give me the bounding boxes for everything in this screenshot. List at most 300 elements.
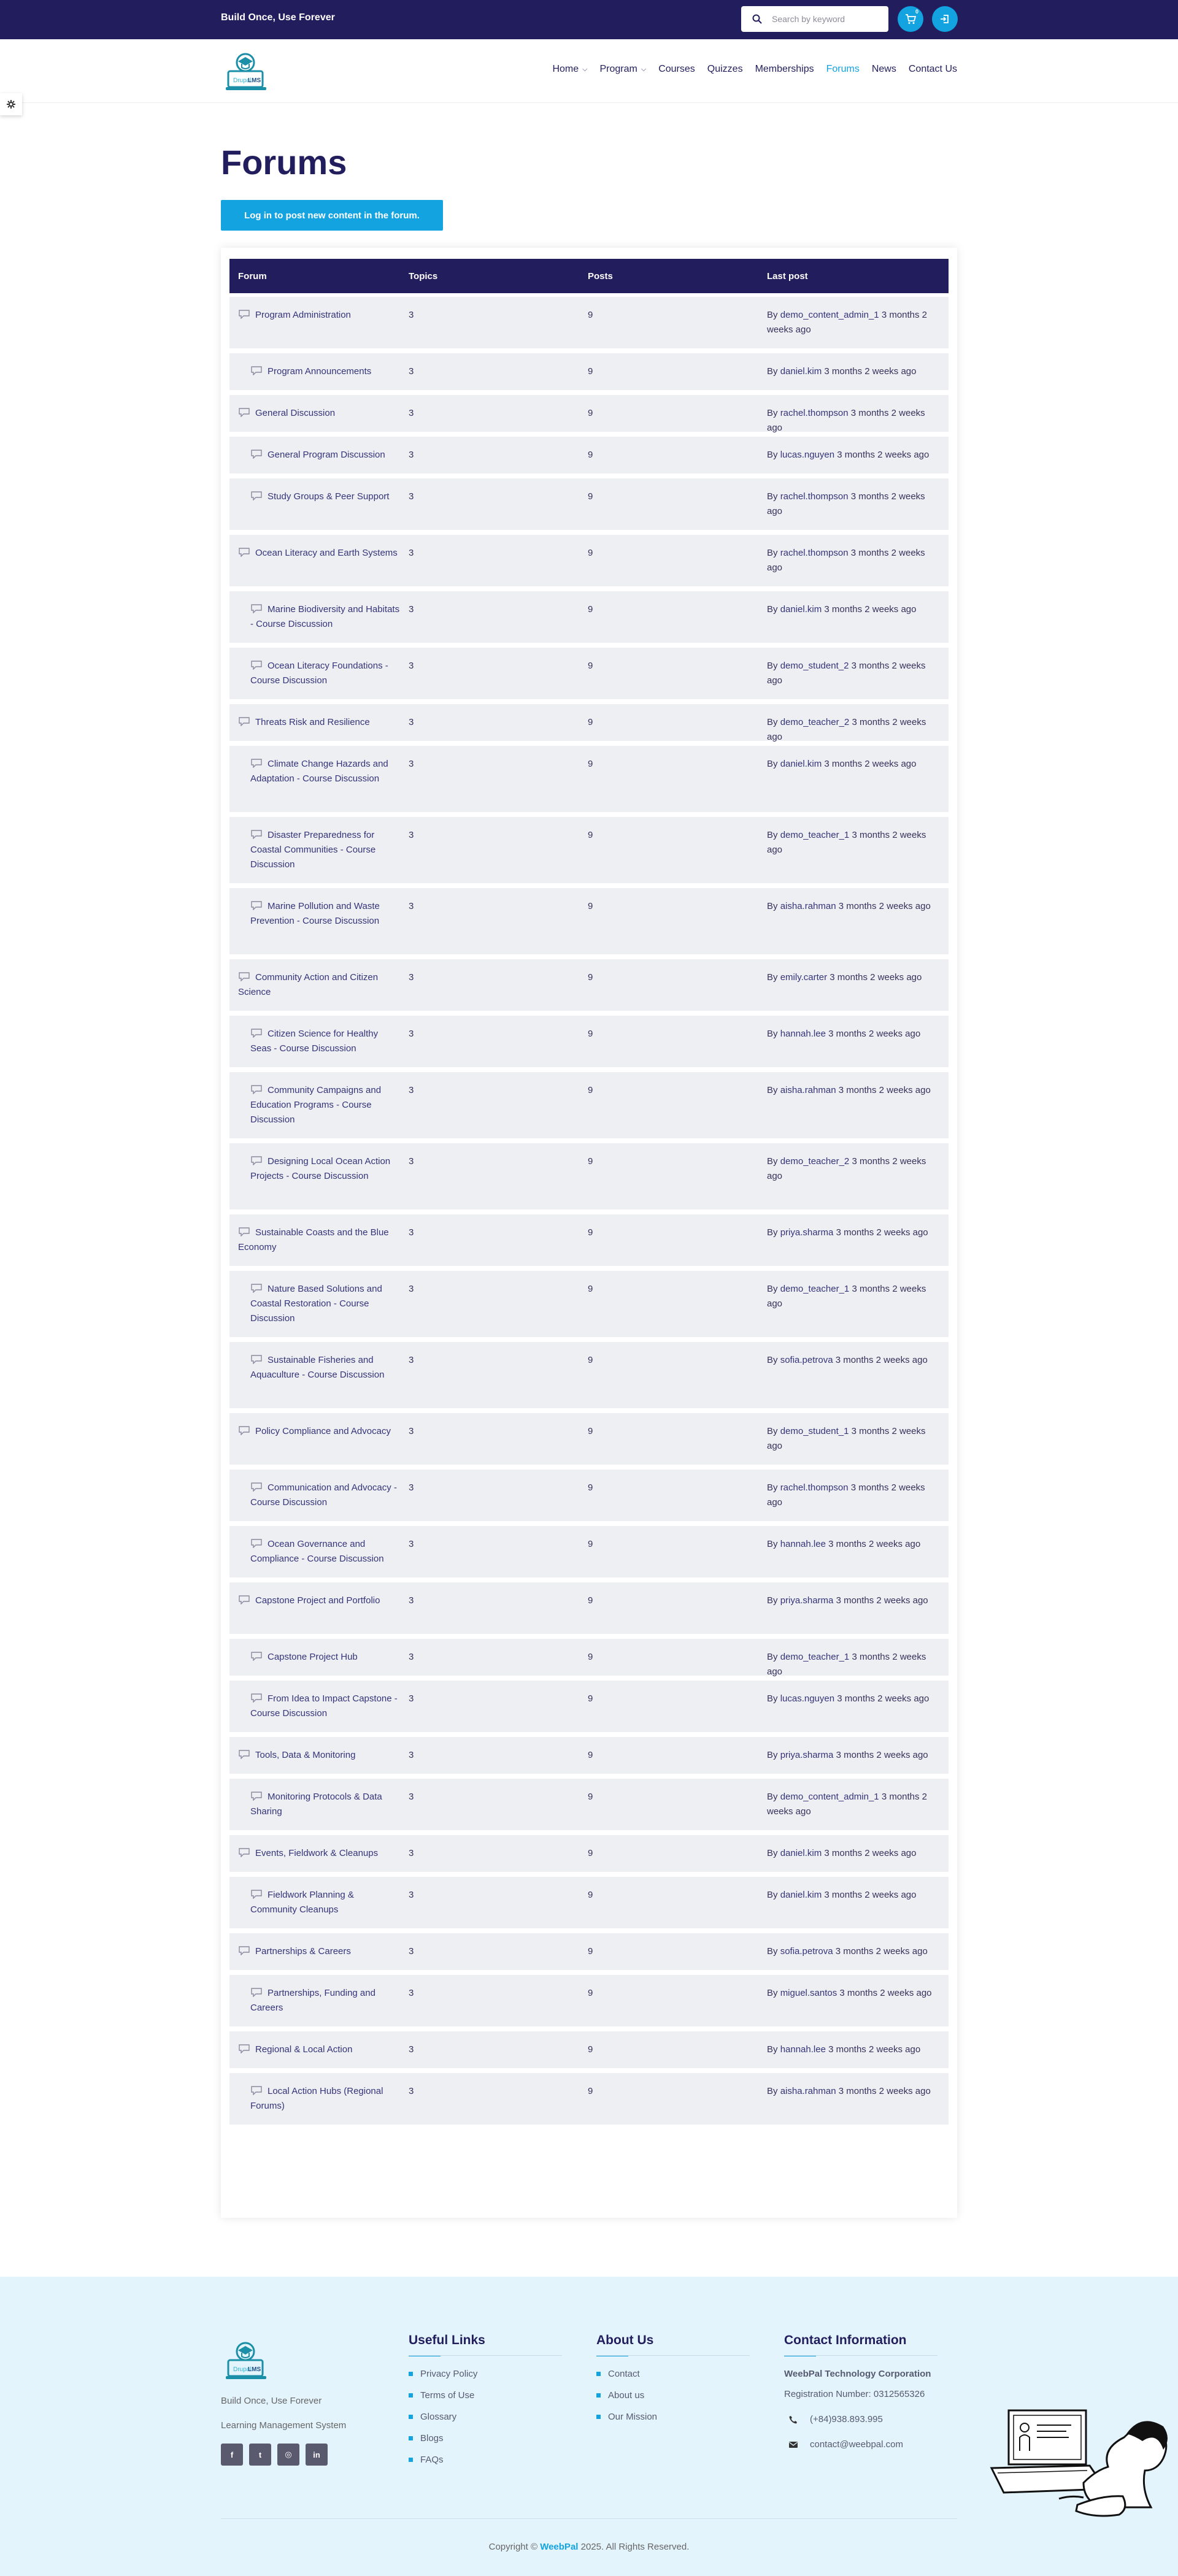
chat-bubble-icon: [250, 1156, 263, 1165]
footer-link-our-mission[interactable]: [596, 2412, 750, 2422]
forum-link[interactable]: Ocean Literacy and Earth Systems: [255, 548, 398, 558]
user-link[interactable]: daniel.kim: [780, 759, 822, 769]
last-post-cell: [767, 1537, 949, 1552]
site-logo[interactable]: [225, 49, 268, 93]
last-post-by: By: [767, 1029, 778, 1039]
user-link[interactable]: demo_teacher_2: [780, 1156, 850, 1167]
last-post-by: By: [767, 759, 778, 769]
user-link[interactable]: hannah.lee: [780, 1029, 826, 1039]
forum-link[interactable]: Marine Pollution and Waste Prevention - Course Discussion: [250, 901, 380, 926]
last-post-time: 3 months 2 weeks ago: [838, 901, 931, 911]
forum-title-cell: [229, 757, 409, 786]
subforum-row: [229, 1072, 949, 1138]
nav-news[interactable]: News: [871, 64, 896, 74]
last-post-by: By: [767, 1355, 778, 1365]
last-post-cell: [767, 1154, 949, 1184]
topbar-tagline: Build Once, Use Forever: [221, 12, 335, 23]
last-post-cell: [767, 757, 949, 772]
last-post-cell: [767, 1027, 949, 1041]
user-link[interactable]: hannah.lee: [780, 2044, 826, 2055]
about-us-column: [596, 2333, 750, 2433]
topics-count: 3: [409, 1693, 414, 1704]
posts-count: 9: [588, 1539, 593, 1549]
forum-link[interactable]: Policy Compliance and Advocacy: [255, 1426, 391, 1436]
forum-link[interactable]: Threats Risk and Resilience: [255, 717, 370, 727]
chat-bubble-icon: [250, 604, 263, 613]
link-label: Contact: [608, 2369, 640, 2379]
svg-text:Drupal: Drupal: [233, 77, 252, 84]
footer-link-blogs[interactable]: [409, 2433, 562, 2444]
footer-link-contact[interactable]: [596, 2369, 750, 2379]
topics-count: 3: [409, 1988, 414, 1998]
last-post-by: By: [767, 972, 778, 983]
chat-bubble-icon: [238, 972, 250, 981]
posts-count: 9: [588, 1750, 593, 1760]
forum-link[interactable]: General Program Discussion: [268, 450, 385, 460]
nav-contact-us[interactable]: Contact Us: [908, 64, 957, 74]
chat-bubble-icon: [250, 491, 263, 500]
nav-home[interactable]: [552, 64, 587, 75]
user-link[interactable]: emily.carter: [780, 972, 828, 983]
last-post-time: 3 months 2 weeks ago: [767, 1156, 926, 1181]
link-label: Our Mission: [608, 2412, 658, 2422]
nav-forums[interactable]: Forums: [826, 64, 860, 74]
forum-link[interactable]: Fieldwork Planning & Community Cleanups: [250, 1890, 354, 1915]
header-last-post: Last post: [767, 270, 808, 282]
last-post-time: 3 months 2 weeks ago: [828, 1029, 921, 1039]
forum-link[interactable]: Designing Local Ocean Action Projects - Course Discussion: [250, 1156, 391, 1181]
last-post-time: 3 months 2 weeks ago: [828, 1539, 921, 1549]
last-post-cell: [767, 1692, 949, 1706]
user-link[interactable]: lucas.nguyen: [780, 450, 835, 460]
search-box[interactable]: [741, 6, 888, 32]
topics-count: 3: [409, 1750, 414, 1760]
chat-bubble-icon: [250, 1084, 263, 1094]
last-post-time: 3 months 2 weeks ago: [836, 1595, 928, 1606]
topics-count: 3: [409, 491, 414, 502]
link-label: Blogs: [420, 2433, 444, 2444]
subforum-row: [229, 1470, 949, 1521]
chevron-down-icon: ⌵: [641, 65, 647, 73]
forum-row: [229, 297, 949, 348]
last-post-cell: [767, 1846, 949, 1861]
topics-count: 3: [409, 1946, 414, 1957]
topics-count: 3: [409, 450, 414, 460]
last-post-time: 3 months 2 weeks ago: [835, 1946, 928, 1957]
subforum-row: [229, 478, 949, 530]
posts-count: 9: [588, 759, 593, 769]
nav-quizzes[interactable]: Quizzes: [707, 64, 743, 74]
chat-bubble-icon: [250, 1987, 263, 1997]
last-post-cell: [767, 1083, 949, 1098]
user-link[interactable]: daniel.kim: [780, 1848, 822, 1858]
footer-link-privacy-policy[interactable]: [409, 2369, 562, 2379]
divider: [784, 2355, 937, 2356]
forum-link[interactable]: Citizen Science for Healthy Seas - Course Discussion: [250, 1029, 379, 1054]
user-link[interactable]: aisha.rahman: [780, 901, 836, 911]
user-link[interactable]: demo_content_admin_1: [780, 1792, 879, 1802]
user-link[interactable]: priya.sharma: [780, 1750, 834, 1760]
forum-title-cell: [229, 1846, 409, 1861]
topics-count: 3: [409, 1227, 414, 1238]
forum-link[interactable]: Program Administration: [255, 310, 351, 320]
company-name: WeebPal Technology Corporation: [784, 2369, 931, 2379]
posts-count: 9: [588, 548, 593, 558]
topics-count: 3: [409, 408, 414, 418]
forum-link[interactable]: Capstone Project Hub: [268, 1652, 358, 1662]
topics-count: 3: [409, 717, 414, 727]
forum-title-cell: [229, 448, 409, 462]
topics-count: 3: [409, 1792, 414, 1802]
forum-row: [229, 1933, 949, 1970]
posts-count: 9: [588, 450, 593, 460]
last-post-by: By: [767, 1890, 778, 1900]
user-link[interactable]: demo_student_1: [780, 1426, 849, 1436]
footer-tagline: Build Once, Use Forever: [221, 2396, 322, 2406]
last-post-by: By: [767, 366, 778, 377]
last-post-cell: [767, 308, 949, 337]
subforum-row: [229, 888, 949, 954]
chat-bubble-icon: [250, 1791, 263, 1801]
nav-courses[interactable]: Courses: [658, 64, 695, 74]
user-link[interactable]: demo_teacher_1: [780, 1284, 850, 1294]
page-title: Forums: [221, 143, 347, 182]
last-post-by: By: [767, 1085, 778, 1095]
forum-link[interactable]: Tools, Data & Monitoring: [255, 1750, 356, 1760]
forum-link[interactable]: Study Groups & Peer Support: [268, 491, 390, 502]
forum-link[interactable]: Capstone Project and Portfolio: [255, 1595, 380, 1606]
forum-link[interactable]: Nature Based Solutions and Coastal Restoration - Course Discussion: [250, 1284, 382, 1324]
user-link[interactable]: hannah.lee: [780, 1539, 826, 1549]
last-post-cell: [767, 364, 949, 379]
divider: [409, 2355, 562, 2356]
forum-title-cell: [229, 1888, 409, 1917]
chevron-down-icon: ⌵: [582, 65, 588, 73]
login-to-post-button[interactable]: Log in to post new content in the forum.: [221, 200, 443, 231]
user-link[interactable]: demo_teacher_1: [780, 830, 850, 840]
forum-title-cell: [229, 970, 409, 1000]
subforum-row: [229, 1143, 949, 1209]
login-icon-button[interactable]: [932, 6, 958, 32]
last-post-time: 3 months 2 weeks ago: [837, 450, 930, 460]
footer-link-about-us[interactable]: [596, 2390, 750, 2401]
forum-title-cell: [229, 1537, 409, 1566]
forum-title-cell: [229, 406, 409, 421]
forum-title-cell: [229, 308, 409, 323]
topics-count: 3: [409, 1426, 414, 1436]
user-link[interactable]: demo_teacher_1: [780, 1652, 850, 1662]
topics-count: 3: [409, 1355, 414, 1365]
posts-count: 9: [588, 366, 593, 377]
subforum-row: [229, 437, 949, 473]
nav-program[interactable]: [600, 64, 647, 75]
last-post-by: By: [767, 1156, 778, 1167]
user-link[interactable]: demo_student_2: [780, 661, 849, 671]
last-post-by: By: [767, 1848, 778, 1858]
nav-home-label: Home: [552, 64, 579, 74]
forum-link[interactable]: Local Action Hubs (Regional Forums): [250, 2086, 383, 2111]
last-post-by: By: [767, 661, 778, 671]
forum-row: [229, 704, 949, 741]
email-address: contact@weebpal.com: [810, 2439, 903, 2450]
user-link[interactable]: priya.sharma: [780, 1227, 834, 1238]
last-post-cell: [767, 2084, 949, 2099]
forum-link[interactable]: Events, Fieldwork & Cleanups: [255, 1848, 379, 1858]
last-post-time: 3 months 2 weeks ago: [767, 491, 925, 516]
posts-count: 9: [588, 1227, 593, 1238]
user-link[interactable]: daniel.kim: [780, 1890, 822, 1900]
svg-text:Drupal: Drupal: [233, 2366, 252, 2373]
linkedin-icon[interactable]: in: [306, 2444, 328, 2466]
posts-count: 9: [588, 604, 593, 615]
user-link[interactable]: demo_teacher_2: [780, 717, 850, 727]
chat-bubble-icon: [250, 829, 263, 839]
user-link[interactable]: lucas.nguyen: [780, 1693, 835, 1704]
forum-row: [229, 1835, 949, 1872]
forum-title-cell: [229, 1692, 409, 1721]
posts-count: 9: [588, 1792, 593, 1802]
subforum-row: [229, 591, 949, 643]
user-link[interactable]: aisha.rahman: [780, 2086, 836, 2096]
forum-title-cell: [229, 715, 409, 730]
last-post-cell: [767, 406, 949, 435]
last-post-cell: [767, 489, 949, 519]
forum-title-cell: [229, 1083, 409, 1127]
posts-count: 9: [588, 408, 593, 418]
subforum-row: [229, 817, 949, 883]
user-link[interactable]: rachel.thompson: [780, 1482, 849, 1493]
svg-text:LMS: LMS: [248, 77, 261, 84]
subforum-row: [229, 1877, 949, 1928]
topics-count: 3: [409, 310, 414, 320]
footer-logo[interactable]: [225, 2338, 268, 2382]
chat-bubble-icon: [238, 1227, 250, 1236]
user-link[interactable]: daniel.kim: [780, 366, 822, 377]
user-link[interactable]: sofia.petrova: [780, 1946, 833, 1957]
last-post-time: 3 months 2 weeks ago: [767, 1284, 926, 1309]
link-label: About us: [608, 2390, 645, 2401]
topics-count: 3: [409, 661, 414, 671]
subforum-row: [229, 1016, 949, 1067]
forum-link[interactable]: Ocean Governance and Compliance - Course Discussion: [250, 1539, 384, 1564]
last-post-cell: [767, 1282, 949, 1311]
chat-bubble-icon: [250, 1693, 263, 1703]
last-post-cell: [767, 828, 949, 857]
subforum-row: [229, 1779, 949, 1830]
footer-link-faqs[interactable]: [409, 2455, 562, 2465]
last-post-time: 3 months 2 weeks ago: [835, 1355, 928, 1365]
last-post-cell: [767, 899, 949, 914]
topics-count: 3: [409, 1595, 414, 1606]
contact-info-title: Contact Information: [784, 2333, 907, 2347]
chat-bubble-icon: [250, 1651, 263, 1661]
link-label: Glossary: [420, 2412, 457, 2422]
forum-link[interactable]: Communication and Advocacy - Course Discussion: [250, 1482, 397, 1508]
forum-link[interactable]: Monitoring Protocols & Data Sharing: [250, 1792, 382, 1817]
student-laptop-illustration: [985, 2407, 1176, 2529]
last-post-by: By: [767, 1227, 778, 1238]
phone-row[interactable]: [784, 2414, 944, 2425]
forum-title-cell: [229, 1986, 409, 2015]
chat-bubble-icon: [250, 2085, 263, 2095]
footer: [0, 2277, 1178, 2576]
last-post-by: By: [767, 548, 778, 558]
user-link[interactable]: rachel.thompson: [780, 491, 849, 502]
forum-link[interactable]: Marine Biodiversity and Habitats - Course Discussion: [250, 604, 400, 629]
user-link[interactable]: priya.sharma: [780, 1595, 834, 1606]
last-post-by: By: [767, 408, 778, 418]
last-post-by: By: [767, 1539, 778, 1549]
subforum-row: [229, 1975, 949, 2026]
forum-title-cell: [229, 1282, 409, 1326]
chat-bubble-icon: [250, 1538, 263, 1548]
posts-count: 9: [588, 2086, 593, 2096]
forum-link[interactable]: Program Announcements: [268, 366, 372, 377]
forum-title-cell: [229, 364, 409, 379]
topics-count: 3: [409, 972, 414, 983]
forum-title-cell: [229, 1790, 409, 1819]
last-post-time: 3 months 2 weeks ago: [839, 1988, 932, 1998]
user-link[interactable]: aisha.rahman: [780, 1085, 836, 1095]
facebook-icon[interactable]: f: [221, 2444, 243, 2466]
posts-count: 9: [588, 1988, 593, 1998]
user-link[interactable]: demo_content_admin_1: [780, 310, 879, 320]
user-link[interactable]: sofia.petrova: [780, 1355, 833, 1365]
email-row[interactable]: [784, 2439, 944, 2450]
bullet-icon: [596, 2393, 601, 2398]
link-label: Privacy Policy: [420, 2369, 478, 2379]
social-links: [221, 2444, 328, 2466]
last-post-time: 3 months 2 weeks ago: [767, 310, 928, 335]
last-post-by: By: [767, 1988, 778, 1998]
topics-count: 3: [409, 2086, 414, 2096]
last-post-by: By: [767, 1693, 778, 1704]
forum-table-header: [229, 259, 949, 293]
bullet-icon: [596, 2372, 601, 2376]
posts-count: 9: [588, 1426, 593, 1436]
copyright-brand-link[interactable]: WeebPal: [540, 2542, 579, 2552]
last-post-by: By: [767, 2086, 778, 2096]
forum-link[interactable]: Partnerships & Careers: [255, 1946, 351, 1957]
about-us-title: About Us: [596, 2333, 654, 2347]
twitter-icon[interactable]: t: [249, 2444, 271, 2466]
svg-text:LMS: LMS: [248, 2366, 261, 2373]
topics-count: 3: [409, 1890, 414, 1900]
forum-link[interactable]: Sustainable Fisheries and Aquaculture - Course Discussion: [250, 1355, 385, 1380]
footer-link-glossary[interactable]: [409, 2412, 562, 2422]
chat-bubble-icon: [250, 758, 263, 768]
forum-link[interactable]: Ocean Literacy Foundations - Course Discussion: [250, 661, 388, 686]
last-post-cell: [767, 1225, 949, 1240]
chat-bubble-icon: [250, 1028, 263, 1038]
bullet-icon: [409, 2458, 413, 2462]
instagram-icon[interactable]: ◎: [277, 2444, 299, 2466]
posts-count: 9: [588, 1482, 593, 1493]
last-post-time: 3 months 2 weeks ago: [767, 1482, 925, 1508]
last-post-cell: [767, 659, 949, 688]
bullet-icon: [409, 2393, 413, 2398]
copyright: [0, 2542, 1178, 2552]
last-post-by: By: [767, 2044, 778, 2055]
subforum-row: [229, 1681, 949, 1732]
posts-count: 9: [588, 1156, 593, 1167]
posts-count: 9: [588, 2044, 593, 2055]
last-post-cell: [767, 546, 949, 575]
nav-program-label: Program: [599, 64, 637, 74]
forum-table: [221, 248, 957, 2218]
search-input[interactable]: [771, 13, 875, 25]
posts-count: 9: [588, 310, 593, 320]
forum-title-cell: [229, 1650, 409, 1665]
subforum-row: [229, 1639, 949, 1676]
posts-count: 9: [588, 1029, 593, 1039]
forum-link[interactable]: Community Campaigns and Education Programs - Course Discussion: [250, 1085, 382, 1125]
settings-toggle[interactable]: [0, 93, 22, 115]
topics-count: 3: [409, 1539, 414, 1549]
forum-title-cell: [229, 1481, 409, 1510]
last-post-by: By: [767, 604, 778, 615]
nav-memberships[interactable]: Memberships: [755, 64, 814, 74]
header-forum: Forum: [238, 270, 267, 282]
user-link[interactable]: rachel.thompson: [780, 548, 849, 558]
last-post-by: By: [767, 901, 778, 911]
cart-count: 0: [915, 9, 918, 15]
forum-link[interactable]: Sustainable Coasts and the Blue Economy: [238, 1227, 389, 1252]
sign-in-icon: [939, 13, 950, 25]
chat-bubble-icon: [250, 366, 263, 375]
header-posts: Posts: [588, 270, 613, 282]
chat-bubble-icon: [250, 1482, 263, 1492]
forum-link[interactable]: Regional & Local Action: [255, 2044, 353, 2055]
forum-title-cell: [229, 602, 409, 632]
forum-title-cell: [229, 828, 409, 872]
forum-link[interactable]: Community Action and Citizen Science: [238, 972, 379, 997]
forum-row: [229, 535, 949, 586]
phone-number: (+84)938.893.995: [810, 2414, 883, 2425]
forum-link[interactable]: Partnerships, Funding and Careers: [250, 1988, 375, 2013]
user-link[interactable]: daniel.kim: [780, 604, 822, 615]
last-post-cell: [767, 1748, 949, 1763]
search-icon: [752, 14, 762, 24]
user-link[interactable]: rachel.thompson: [780, 408, 849, 418]
last-post-time: 3 months 2 weeks ago: [838, 2086, 931, 2096]
forum-link[interactable]: Climate Change Hazards and Adaptation - Course Discussion: [250, 759, 388, 784]
copyright-prefix: Copyright ©: [488, 2542, 538, 2552]
posts-count: 9: [588, 1284, 593, 1294]
last-post-by: By: [767, 1946, 778, 1957]
bullet-icon: [409, 2415, 413, 2419]
chat-bubble-icon: [250, 1354, 263, 1364]
user-link[interactable]: miguel.santos: [780, 1988, 837, 1998]
topics-count: 3: [409, 366, 414, 377]
footer-link-terms-of-use[interactable]: [409, 2390, 562, 2401]
last-post-time: 3 months 2 weeks ago: [837, 1693, 930, 1704]
posts-count: 9: [588, 1890, 593, 1900]
topics-count: 3: [409, 2044, 414, 2055]
last-post-cell: [767, 602, 949, 617]
forum-title-cell: [229, 2042, 409, 2057]
forum-link[interactable]: General Discussion: [255, 408, 336, 418]
gear-icon: [6, 99, 16, 109]
top-bar: [0, 0, 1178, 39]
footer-subtitle: Learning Management System: [221, 2420, 347, 2431]
last-post-time: 3 months 2 weeks ago: [767, 1792, 928, 1817]
subforum-row: [229, 746, 949, 812]
forum-link[interactable]: Disaster Preparedness for Coastal Communities - Course Discussion: [250, 830, 376, 870]
main-nav: [540, 64, 957, 75]
cart-button[interactable]: [898, 6, 923, 32]
forum-link[interactable]: From Idea to Impact Capstone - Course Discussion: [250, 1693, 398, 1719]
